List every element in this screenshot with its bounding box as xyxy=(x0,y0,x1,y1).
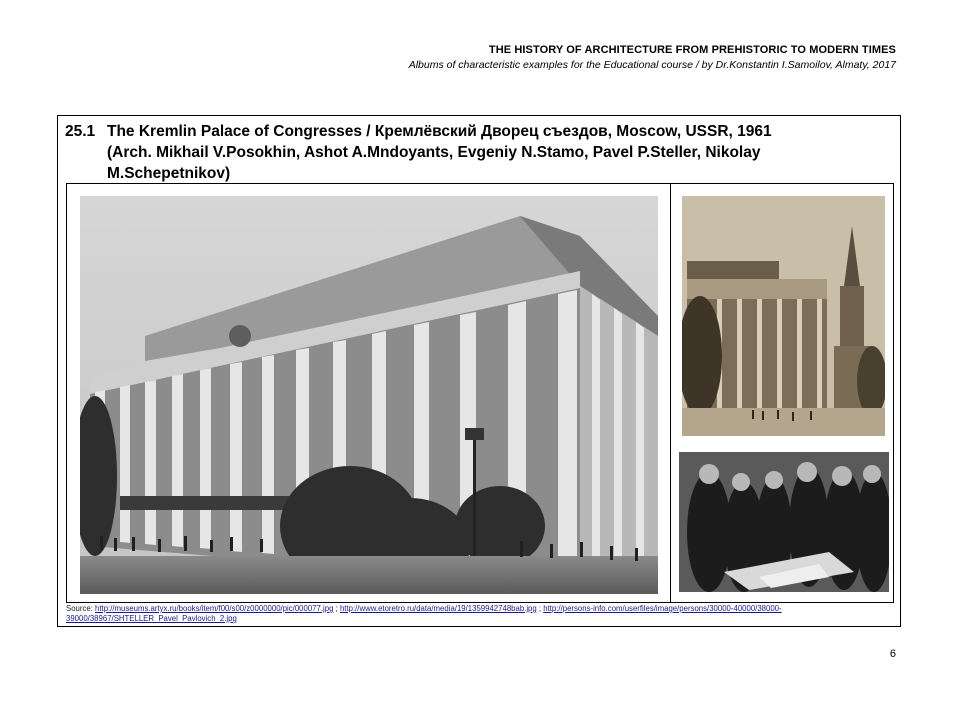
entry-frame xyxy=(57,115,901,627)
source-label: Source: xyxy=(66,604,93,613)
source-link-1[interactable]: http://museums.artyx.ru/books/item/f00/s00/z0000000/pic/000077.jpg xyxy=(95,604,334,613)
page-number: 6 xyxy=(889,648,896,660)
source-link-3[interactable]: http://persons-info.com/userfiles/image/persons/30000-40000/38000-39000/38967/SHTELLER_Pavel_Pavlovich_2.jpg xyxy=(66,604,782,623)
album-title: THE HISTORY OF ARCHITECTURE FROM PREHISTORIC TO MODERN TIMES xyxy=(488,44,896,56)
entry-title-line2: (Arch. Mikhail V.Posokhin, Ashot A.Mndoyants, Evgeniy N.Stamo, Pavel P.Steller, Nikolay xyxy=(107,144,761,161)
source-separator-2: ; xyxy=(536,604,544,613)
architects-group-photo xyxy=(679,452,889,592)
images-panel xyxy=(66,183,894,603)
palace-kremlin-tower-photo xyxy=(682,196,885,436)
panel-divider xyxy=(670,184,671,602)
source-separator-1: ; xyxy=(333,604,340,613)
main-palace-photo xyxy=(80,196,658,594)
source-citation xyxy=(66,604,892,624)
album-subtitle: Albums of characteristic examples for the Educational course / by Dr.Konstantin I.Samoilov, Almaty, 2017 xyxy=(408,59,896,71)
entry-title-line1: The Kremlin Palace of Congresses / Кремлёвский Дворец съездов, Moscow, USSR, 1961 xyxy=(107,123,772,140)
entry-title-line3: M.Schepetnikov) xyxy=(107,165,231,182)
entry-number: 25.1 xyxy=(65,123,96,140)
entry-title xyxy=(65,121,895,184)
source-link-2[interactable]: http://www.etoretro.ru/data/media/19/1359942748bab.jpg xyxy=(339,604,537,613)
document-header xyxy=(409,44,896,71)
